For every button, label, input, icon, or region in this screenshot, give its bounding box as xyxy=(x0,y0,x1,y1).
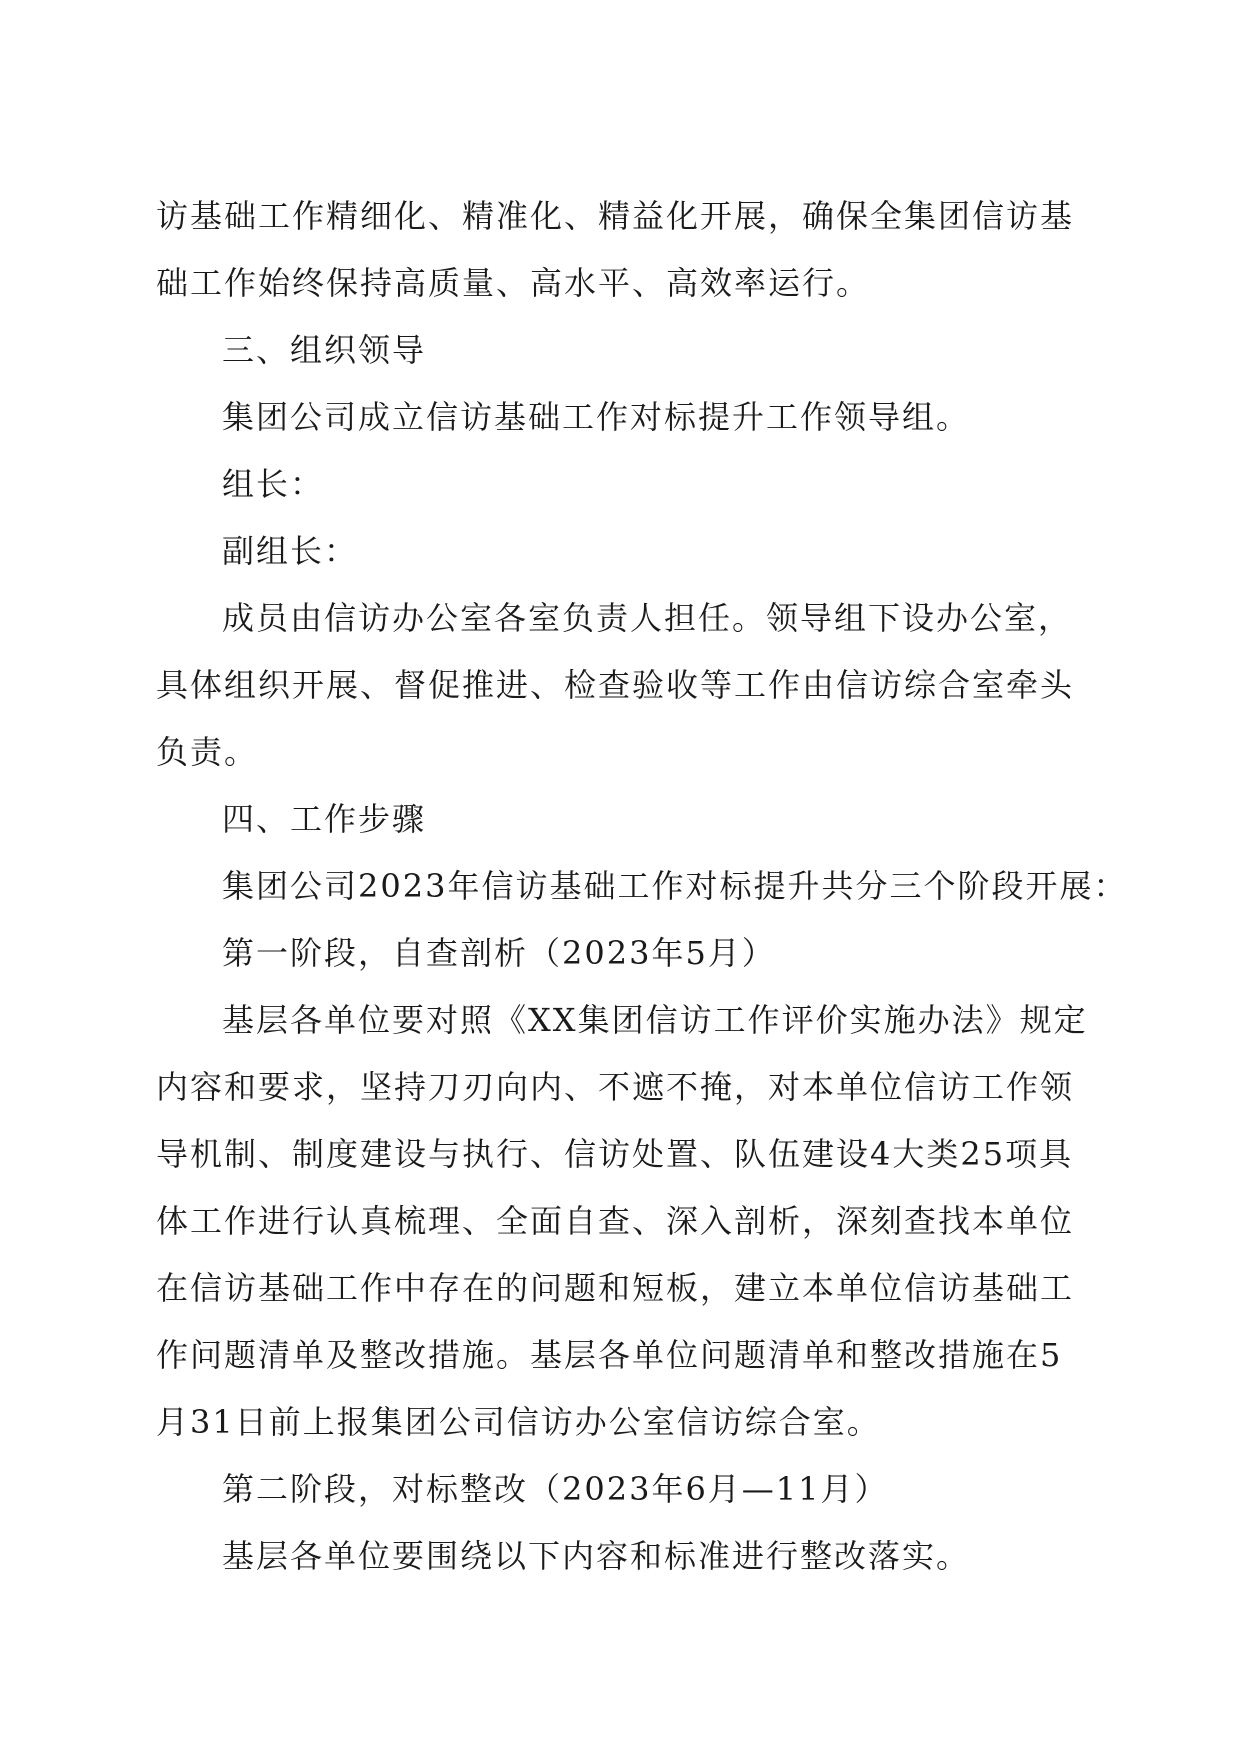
paragraph-line: 础工作始终保持高质量、高水平、高效率运行。 xyxy=(156,264,871,302)
paragraph-line: 内容和要求，坚持刀刃向内、不遮不掩，对本单位信访工作领 xyxy=(156,1068,1075,1106)
document-body xyxy=(156,183,1128,1590)
phase-one-heading: 第一阶段，自查剖析（2023年5月） xyxy=(222,934,776,972)
paragraph-line: 成员由信访办公室各室负责人担任。领导组下设办公室， xyxy=(222,599,1073,637)
paragraph-line: 导机制、制度建设与执行、信访处置、队伍建设4大类25项具 xyxy=(156,1135,1074,1173)
paragraph-line: 访基础工作精细化、精准化、精益化开展，确保全集团信访基 xyxy=(156,197,1075,235)
section-heading-organization: 三、组织领导 xyxy=(222,331,427,369)
paragraph-line: 基层各单位要围绕以下内容和标准进行整改落实。 xyxy=(222,1537,971,1575)
paragraph-line: 负责。 xyxy=(156,733,259,771)
leader-line: 组长： xyxy=(222,465,325,503)
section-heading-steps: 四、工作步骤 xyxy=(222,800,427,838)
paragraph-line: 体工作进行认真梳理、全面自查、深入剖析，深刻查找本单位 xyxy=(156,1202,1075,1240)
paragraph-line: 在信访基础工作中存在的问题和短板，建立本单位信访基础工 xyxy=(156,1269,1075,1307)
paragraph-line: 具体组织开展、督促推进、检查验收等工作由信访综合室牵头 xyxy=(156,666,1075,704)
paragraph-line: 集团公司2023年信访基础工作对标提升共分三个阶段开展： xyxy=(222,867,1128,905)
paragraph-line: 作问题清单及整改措施。基层各单位问题清单和整改措施在5 xyxy=(156,1336,1063,1374)
phase-two-heading: 第二阶段，对标整改（2023年6月—11月） xyxy=(222,1470,889,1508)
deputy-leader-line: 副组长： xyxy=(222,532,359,570)
paragraph-line: 集团公司成立信访基础工作对标提升工作领导组。 xyxy=(222,398,971,436)
paragraph-line: 月31日前上报集团公司信访办公室信访综合室。 xyxy=(156,1403,881,1441)
paragraph-line: 基层各单位要对照《XX集团信访工作评价实施办法》规定 xyxy=(222,1001,1088,1039)
